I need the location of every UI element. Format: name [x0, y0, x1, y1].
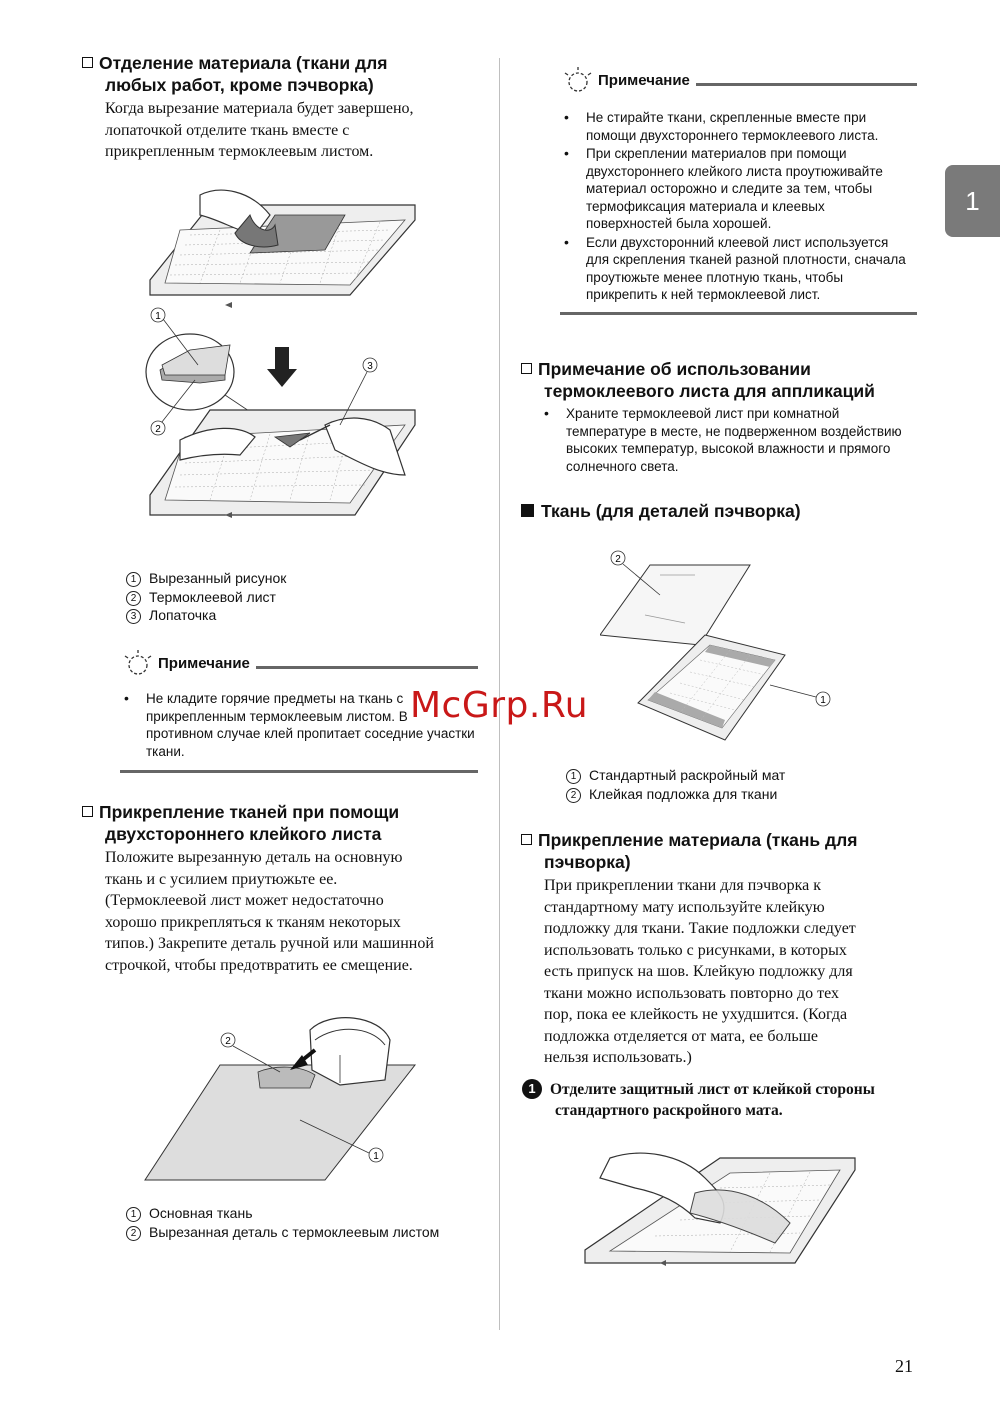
- checkbox-bullet-icon: [82, 57, 93, 68]
- note-item: • Храните термоклеевой лист при комнатной температуре в месте, не подверженном воздействию высоких температур, высокой влажности и прямого солнечного света.: [540, 405, 920, 475]
- note-rule: [256, 666, 478, 669]
- section-body-double-sided: Положите вырезанную деталь на основную ткань и с усилием приутюжьте ее. (Термоклеевой лист может недостаточно хорошо прикрепляться к тканям некоторых типов.) Закрепите деталь ручной или машинной строчкой, чтобы предотвратить ее смещение.: [105, 849, 434, 974]
- watermark: McGrp.Ru: [410, 685, 589, 726]
- chapter-tab: [945, 165, 1000, 237]
- note-header: [560, 65, 917, 95]
- step-number-badge: 1: [522, 1079, 542, 1099]
- down-arrow-icon: [267, 347, 297, 387]
- lightbulb-note-icon: [120, 648, 154, 678]
- note-header: [120, 648, 478, 678]
- svg-text:2: 2: [615, 554, 621, 565]
- note-list: [560, 109, 910, 304]
- note-item: • Если двухсторонний клеевой лист используется для скрепления тканей разной плотности, сначала проутюжьте менее плотную ткань, чтобы прикрепить к ней термоклеевой лист.: [560, 234, 910, 304]
- cutting-mat-top: [150, 190, 415, 308]
- section-heading-patchwork-fabric: Ткань (для деталей пэчворка): [521, 500, 941, 522]
- section-body-separation: Когда вырезание материала будет завершено, лопаточкой отделите ткань вместе с прикрепленным термоклеевым листом.: [105, 100, 414, 160]
- legend-item: 2 Клейкая подложка для ткани: [566, 785, 926, 804]
- note-bottom-rule: [560, 312, 917, 315]
- section-heading-attach-patchwork: Прикрепление материала (ткань для пэчворка): [521, 829, 941, 873]
- figure-callout-1: [770, 685, 830, 706]
- legend-item: 1 Основная ткань: [126, 1204, 496, 1223]
- svg-text:1: 1: [373, 1151, 379, 1162]
- chapter-number: 1: [965, 186, 980, 216]
- figure-peel-protective-sheet: [580, 1148, 860, 1273]
- note-item: • При скреплении материалов при помощи двухстороннего клейкого листа проутюживайте материал осторожно и следите за тем, чтобы термофиксация материала и клеевых поверхностей была хорошей.: [560, 145, 910, 233]
- square-bullet-icon: [521, 504, 534, 517]
- section-heading-double-sided: Прикрепление тканей при помощи двухстороннего клейкого листа: [82, 801, 492, 845]
- section-body-attach-patchwork: При прикреплении ткани для пэчворка к стандартному мату используйте клейкую подложку для ткани. Такие подложки следует использовать только с рисунками, в которых есть припуск на шов. Клейкую подложку для ткани можно использовать повторно до тех пор, пока ее клейкость не ухудшится. (Когда подложка отделяется от мата, ее больше нельзя использовать.): [544, 877, 856, 1066]
- legend-figure3: [566, 766, 926, 803]
- lightbulb-note-icon: [560, 65, 594, 95]
- svg-text:1: 1: [155, 311, 161, 322]
- note-bottom-rule: [120, 770, 478, 773]
- applique-note-list: [540, 405, 920, 476]
- note-item: • Не стирайте ткани, скрепленные вместе при помощи двухстороннего термоклеевого листа.: [560, 109, 910, 144]
- svg-text:2: 2: [155, 424, 161, 435]
- legend-item: 2 Вырезанная деталь с термоклеевым листом: [126, 1223, 496, 1242]
- checkbox-bullet-icon: [521, 834, 532, 845]
- svg-text:1: 1: [820, 695, 826, 706]
- section-heading-separation: Отделение материала (ткани для любых работ, кроме пэчворка): [82, 52, 492, 96]
- standard-cutting-mat: [638, 635, 785, 740]
- cutting-mat-bottom: [150, 410, 415, 518]
- note-box-2: [560, 65, 917, 315]
- svg-text:3: 3: [367, 361, 373, 372]
- checkbox-bullet-icon: [521, 363, 532, 374]
- legend-item: 2 Термоклеевой лист: [126, 588, 466, 607]
- legend-item: 1 Стандартный раскройный мат: [566, 766, 926, 785]
- note-title: Примечание: [598, 71, 690, 89]
- legend-item: 1 Вырезанный рисунок: [126, 569, 466, 588]
- note-title: Примечание: [158, 654, 250, 672]
- adhesive-support-sheet: [600, 565, 750, 645]
- svg-text:2: 2: [225, 1036, 231, 1047]
- figure-support-sheet-mat: [600, 545, 840, 750]
- legend-item: 3 Лопаточка: [126, 606, 466, 625]
- legend-figure1: [126, 569, 466, 625]
- step-1: 1 Отделите защитный лист от клейкой стороны стандартного раскройного мата.: [522, 1079, 942, 1121]
- iron-icon: [310, 1018, 390, 1085]
- figure-callout-1: [151, 308, 165, 322]
- note-rule: [696, 83, 917, 86]
- section-heading-applique-note: Примечание об использовании термоклеевого листа для аппликаций: [521, 358, 941, 402]
- note-item: • Не кладите горячие предметы на ткань с прикрепленным термоклеевым листом. В противном случае клей пропитает соседние участки ткани.: [120, 690, 478, 760]
- figure-peel-fabric: [140, 175, 440, 555]
- checkbox-bullet-icon: [82, 806, 93, 817]
- page-number: 21: [895, 1356, 913, 1376]
- legend-figure2: [126, 1204, 496, 1241]
- figure-iron-fabric: [140, 1010, 430, 1190]
- figure-callout-2: [151, 421, 165, 435]
